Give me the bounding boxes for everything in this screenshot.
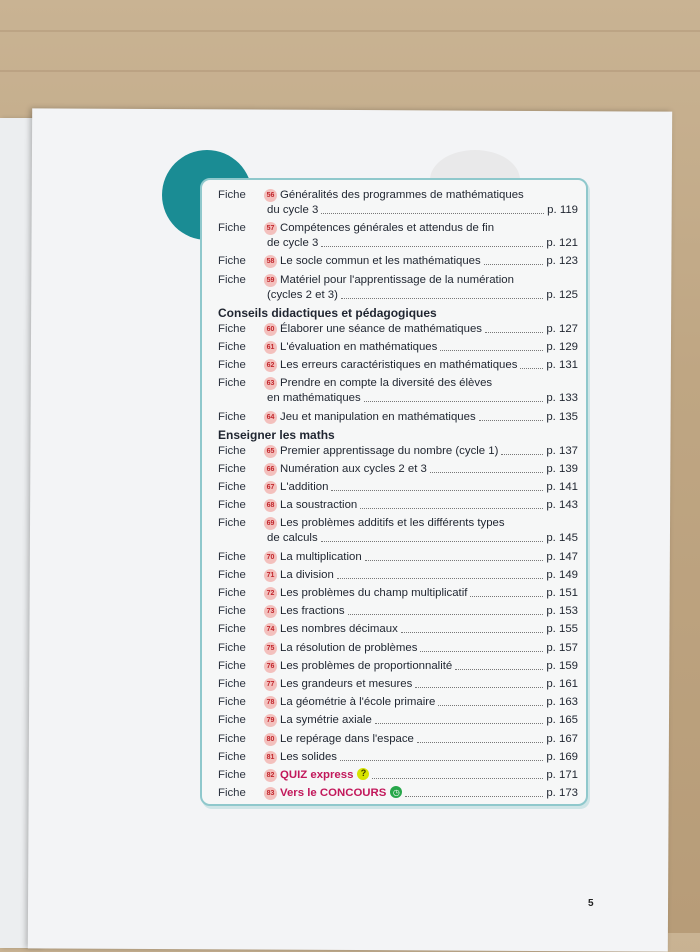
fiche-number-badge: 63 [264,377,277,390]
fiche-label: Fiche [218,550,246,563]
toc-entry [218,550,578,565]
leader-dots [360,508,543,509]
page-ref: p. 125 [546,288,578,301]
toc-entry [218,622,578,637]
toc-entry-line [218,677,578,692]
fiche-label: Fiche [218,322,246,335]
toc-entry [218,188,578,218]
toc-entry-line [218,768,578,783]
fiche-number-badge: 70 [264,551,277,564]
page-ref: p. 153 [546,605,578,618]
page-ref: p. 139 [546,462,578,475]
leader-dots [372,778,543,779]
table-of-contents [218,188,578,804]
page-ref: p. 159 [546,659,578,672]
leader-dots [420,651,543,652]
fiche-number-badge: 57 [264,222,277,235]
leader-dots [348,614,544,615]
toc-entry-line [218,622,578,637]
toc-entry-line2 [218,288,578,303]
page-ref: p. 167 [546,732,578,745]
entry-title-part2: de cycle 3 [267,237,319,250]
leader-dots [479,420,544,421]
fiche-label: Fiche [218,410,246,423]
entry-title: La soustraction [280,499,358,512]
toc-entry [218,376,578,406]
page-ref: p. 157 [546,641,578,654]
entry-title-continued [218,236,578,251]
entry-title: Les problèmes de proportionnalité [280,659,453,672]
toc-entry [218,322,578,337]
fiche-label: Fiche [218,641,246,654]
fiche-number-badge: 74 [264,623,277,636]
entry-title: L'addition [280,481,329,494]
entry-title-continued [218,203,578,218]
page-ref: p. 143 [546,499,578,512]
entry-title: Élaborer une séance de mathématiques [280,322,482,335]
toc-entry-line [218,254,578,269]
leader-dots [341,298,543,299]
entry-title: Les fractions [280,605,345,618]
toc-entry-line2 [218,236,578,251]
toc-entry [218,586,578,601]
leader-dots [440,350,543,351]
fiche-label: Fiche [218,481,246,494]
toc-entry-line [218,498,578,513]
entry-title: Compétences générales et attendus de fin [280,222,495,235]
entry-title: QUIZ express [280,768,354,781]
fiche-number-badge: 58 [264,255,277,268]
fiche-label: Fiche [218,273,246,286]
page-ref: p. 173 [546,787,578,800]
toc-entry [218,568,578,583]
page-ref: p. 141 [546,481,578,494]
fiche-number-badge: 69 [264,517,277,530]
leader-dots [375,723,544,724]
fiche-number-badge: 64 [264,411,277,424]
entry-title: Le socle commun et les mathématiques [280,255,481,268]
fiche-label: Fiche [218,517,246,530]
toc-entry-line [218,462,578,477]
section-heading-enseigner: Enseigner les maths [218,427,335,442]
leader-dots [484,264,544,265]
leader-dots [455,669,543,670]
toc-entry-line [218,340,578,355]
toc-entry [218,462,578,477]
fiche-number-badge: 78 [264,696,277,709]
clock-icon: ◷ [390,786,402,798]
toc-entry-line [218,586,578,601]
leader-dots [364,401,544,402]
toc-entry-line [218,444,578,459]
fiche-number-badge: 68 [264,499,277,512]
toc-entry [218,713,578,728]
page-number: 5 [588,898,594,909]
toc-entry [218,659,578,674]
fiche-label: Fiche [218,462,246,475]
toc-entry [218,410,578,425]
fiche-label: Fiche [218,340,246,353]
toc-entry-line [218,786,578,801]
fiche-label: Fiche [218,222,246,235]
entry-title: Les problèmes additifs et les différents types [280,517,505,530]
entry-title: La multiplication [280,550,362,563]
leader-dots [417,742,543,743]
question-icon: ? [357,768,369,780]
fiche-number-badge: 81 [264,751,277,764]
entry-title: Numération aux cycles 2 et 3 [280,462,427,475]
entry-title-part2: de calculs [267,532,318,545]
toc-entry [218,358,578,373]
fiche-number-badge: 71 [264,569,277,582]
leader-dots [340,760,543,761]
fiche-number-badge: 80 [264,733,277,746]
fiche-number-badge: 79 [264,714,277,727]
toc-entry [218,695,578,710]
entry-title: Prendre en compte la diversité des élèves [280,377,493,390]
entry-title: L'évaluation en mathématiques [280,340,438,353]
leader-dots [321,213,544,214]
toc-entry-line [218,695,578,710]
toc-entry-line [218,732,578,747]
toc-entry [218,273,578,303]
page-ref: p. 165 [546,714,578,727]
toc-entry [218,340,578,355]
fiche-number-badge: 65 [264,445,277,458]
leader-dots [485,332,543,333]
fiche-label: Fiche [218,677,246,690]
toc-entry-line [218,550,578,565]
page-ref: p. 123 [546,255,578,268]
page-ref: p. 135 [546,410,578,423]
leader-dots [337,578,544,579]
page-ref: p. 161 [546,677,578,690]
fiche-label: Fiche [218,499,246,512]
toc-entry [218,480,578,495]
wood-grain [0,30,700,32]
fiche-label: Fiche [218,359,246,372]
leader-dots [501,454,543,455]
entry-title: Les erreurs caractéristiques en mathématiques [280,359,518,372]
page-ref: p. 127 [546,322,578,335]
toc-entry-line [218,410,578,425]
page-ref: p. 119 [547,204,578,216]
leader-dots [438,705,543,706]
entry-title-part2: (cycles 2 et 3) [267,288,338,301]
entry-title: La division [280,568,334,581]
entry-title: La géométrie à l'école primaire [280,696,436,709]
toc-entry-line [218,358,578,373]
leader-dots [321,541,544,542]
fiche-number-badge: 67 [264,481,277,494]
leader-dots [321,246,543,247]
entry-title-continued [218,288,578,303]
entry-title: Premier apprentissage du nombre (cycle 1) [280,444,499,457]
toc-entry-line [218,273,578,288]
toc-entry-line [218,604,578,619]
entry-title: Les problèmes du champ multiplicatif [280,587,468,599]
page-ref: p. 171 [546,768,578,781]
entry-title-continued [218,531,578,546]
entry-title: La symétrie axiale [280,714,372,727]
toc-entry-line [218,641,578,656]
toc-entry [218,750,578,765]
fiche-label: Fiche [218,696,246,709]
toc-entry [218,221,578,251]
toc-entry [218,677,578,692]
fiche-label: Fiche [218,787,246,800]
fiche-number-badge: 83 [264,787,277,800]
leader-dots [331,490,543,491]
fiche-number-badge: 61 [264,341,277,354]
fiche-label: Fiche [218,732,246,745]
fiche-number-badge: 77 [264,678,277,691]
entry-title: Vers le CONCOURS [280,787,387,800]
page-ref: p. 145 [546,532,578,545]
entry-title: La résolution de problèmes [280,641,418,654]
fiche-label: Fiche [218,189,246,201]
page-ref: p. 121 [546,237,578,250]
fiche-label: Fiche [218,587,246,599]
fiche-number-badge: 75 [264,642,277,655]
toc-entry-line2 [218,391,578,406]
fiche-label: Fiche [218,623,246,636]
toc-entry-line [218,221,578,236]
page-ref: p. 149 [546,568,578,581]
toc-entry-line [218,480,578,495]
entry-title-part2: en mathématiques [267,392,361,405]
toc-entry-line [218,750,578,765]
fiche-label: Fiche [218,444,246,457]
entry-title: Matériel pour l'apprentissage de la numération [280,273,514,286]
entry-title: Jeu et manipulation en mathématiques [280,410,476,423]
fiche-number-badge: 82 [264,769,277,782]
toc-entry-line2 [218,531,578,546]
fiche-number-badge: 76 [264,660,277,673]
entry-title: Les solides [280,750,337,763]
fiche-label: Fiche [218,714,246,727]
section-heading-conseils: Conseils didactiques et pédagogiques [218,305,437,320]
fiche-label: Fiche [218,255,246,268]
page-ref: p. 151 [546,587,578,599]
leader-dots [430,472,543,473]
page-ref: p. 131 [546,359,578,372]
page-ref: p. 163 [546,696,578,709]
page-ref: p. 155 [546,623,578,636]
fiche-label: Fiche [218,659,246,672]
fiche-label: Fiche [218,750,246,763]
toc-entry-line [218,713,578,728]
wood-grain [0,70,700,72]
page-ref: p. 129 [546,340,578,353]
toc-entry [218,768,578,783]
toc-entry [218,516,578,546]
fiche-number-badge: 72 [264,587,277,600]
page-ref: p. 147 [546,550,578,563]
toc-entry-line [218,322,578,337]
leader-dots [520,368,543,369]
fiche-number-badge: 59 [264,274,277,287]
toc-entry-line [218,188,578,203]
entry-title: Les nombres décimaux [280,623,398,636]
toc-entry-line [218,376,578,391]
page-ref: p. 169 [546,750,578,763]
toc-entry [218,786,578,801]
toc-entry [218,498,578,513]
fiche-label: Fiche [218,605,246,618]
entry-title: Généralités des programmes de mathématiques [280,189,524,201]
fiche-number-badge: 66 [264,463,277,476]
fiche-number-badge: 56 [264,189,277,202]
fiche-label: Fiche [218,768,246,781]
page-ref: p. 137 [546,444,578,457]
fiche-number-badge: 73 [264,605,277,618]
toc-entry [218,254,578,269]
fiche-label: Fiche [218,568,246,581]
fiche-number-badge: 60 [264,323,277,336]
toc-entry-line2 [218,203,578,218]
leader-dots [415,687,543,688]
toc-entry [218,732,578,747]
entry-title: Le repérage dans l'espace [280,732,414,745]
leader-dots [365,560,544,561]
toc-entry-line [218,516,578,531]
leader-dots [405,796,543,797]
entry-title: Les grandeurs et mesures [280,677,413,690]
entry-title-continued [218,391,578,406]
entry-title-part2: du cycle 3 [267,204,319,216]
toc-entry-line [218,659,578,674]
leader-dots [401,632,544,633]
toc-entry-line [218,568,578,583]
fiche-label: Fiche [218,377,246,390]
toc-entry [218,641,578,656]
toc-entry [218,444,578,459]
page-ref: p. 133 [546,392,578,405]
fiche-number-badge: 62 [264,359,277,372]
toc-entry [218,604,578,619]
leader-dots [470,596,543,597]
